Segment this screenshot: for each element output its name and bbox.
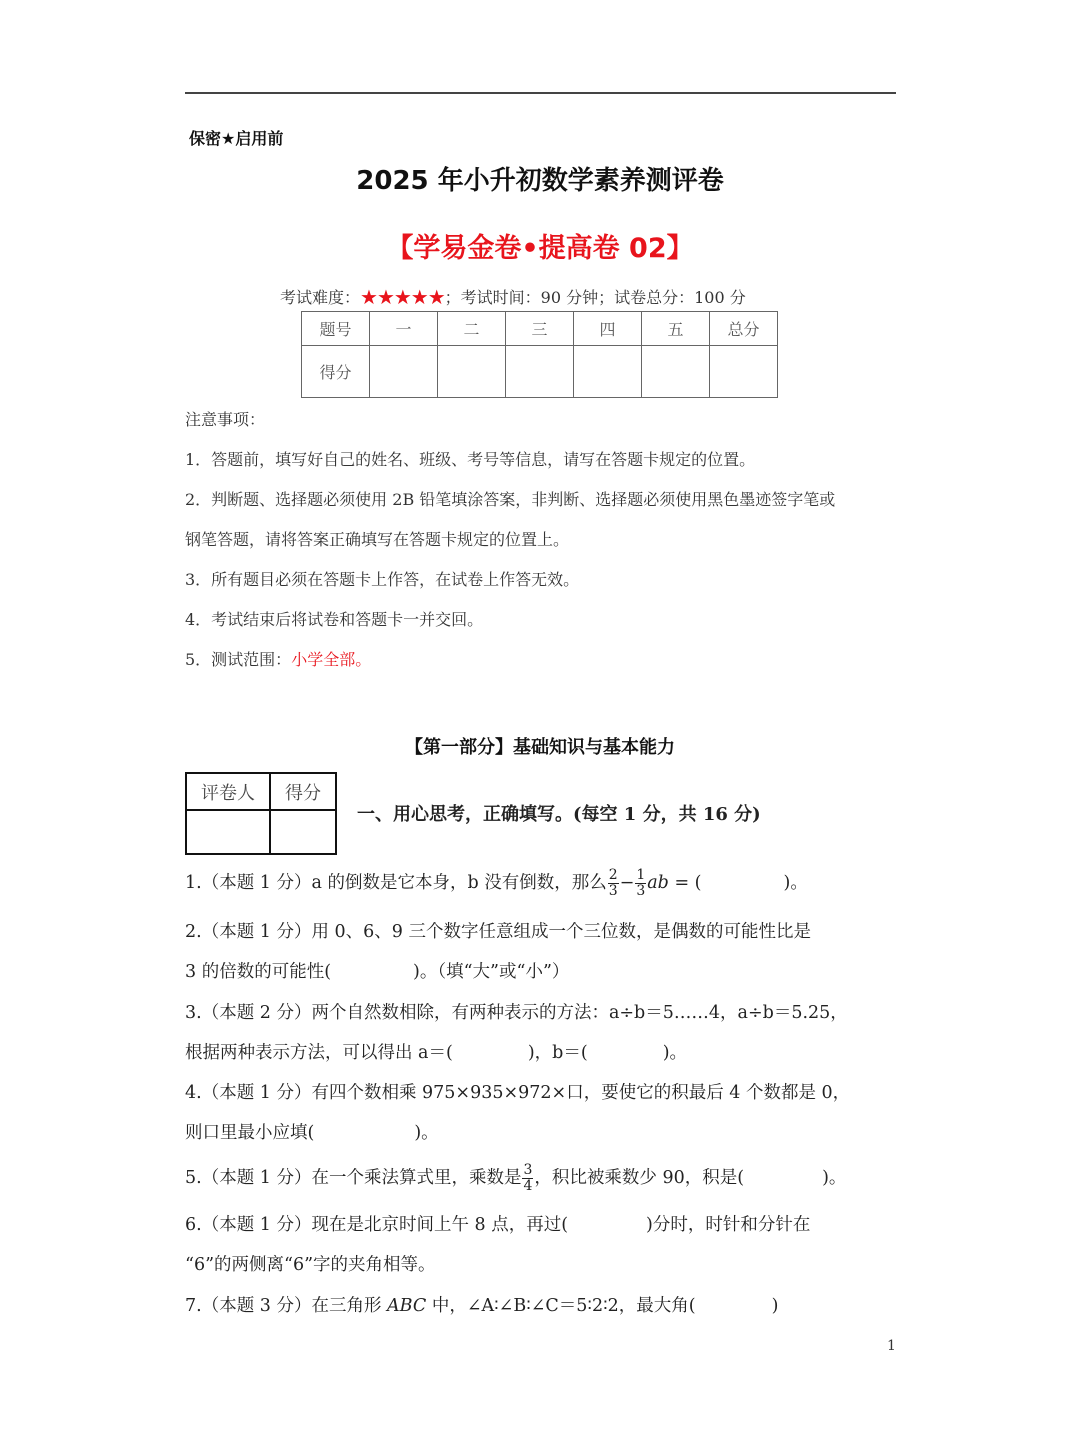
question-2: 2.（本题 1 分）用 0、6、9 三个数字任意组成一个三位数，是偶数的可能性比是 <box>185 922 811 942</box>
fraction-denominator: 4 <box>523 1178 533 1194</box>
score-table-header-row <box>302 312 778 346</box>
confidential-label: 保密★启用前 <box>189 129 284 148</box>
question-text: 中，∠A∶∠B∶∠C＝5∶2∶2，最大角( <box>426 1296 696 1316</box>
score-cell[interactable] <box>710 346 778 398</box>
note-item: 3．所有题目必须在答题卡上作答，在试卷上作答无效。 <box>185 570 580 589</box>
section-title: 一、用心思考，正确填写。(每空 1 分，共 16 分) <box>357 804 761 825</box>
question-text: 5.（本题 1 分）在一个乘法算式里，乘数是 <box>185 1168 522 1188</box>
question-7 <box>185 1292 778 1317</box>
question-4: 4.（本题 1 分）有四个数相乘 975×935×972×口，要使它的积最后 4 个数都是 0， <box>185 1083 851 1103</box>
notes-heading: 注意事项： <box>185 410 266 429</box>
grader-score-label: 得分 <box>270 773 336 810</box>
question-2-cont <box>185 958 569 983</box>
fraction <box>522 1163 533 1194</box>
question-text: 则口里最小应填( <box>185 1123 315 1143</box>
question-text: 1.（本题 1 分）a 的倒数是它本身，b 没有倒数，那么 <box>185 873 607 893</box>
question-text: )。 <box>783 873 808 893</box>
fraction-numerator: 1 <box>636 867 646 883</box>
triangle-name: ABC <box>387 1296 427 1316</box>
score-header-cell: 三 <box>506 312 574 346</box>
question-6-cont: “6”的两侧离“6”字的夹角相等。 <box>185 1255 436 1275</box>
question-text: ) <box>771 1296 779 1316</box>
score-cell[interactable] <box>438 346 506 398</box>
question-text: )。 <box>822 1168 847 1188</box>
score-cell[interactable] <box>574 346 642 398</box>
exam-info <box>280 285 746 309</box>
note-item: 4．考试结束后将试卷和答题卡一并交回。 <box>185 610 484 629</box>
score-table-score-row <box>302 346 778 398</box>
note-item: 1．答题前，填写好自己的姓名、班级、考号等信息，请写在答题卡规定的位置。 <box>185 450 756 469</box>
question-text: = ( <box>668 873 702 893</box>
grader-name-cell[interactable] <box>186 810 270 854</box>
exam-title: 2025 年小升初数学素养测评卷 <box>356 166 724 196</box>
score-cell[interactable] <box>642 346 710 398</box>
question-3-cont <box>185 1039 687 1064</box>
score-header-cell: 四 <box>574 312 642 346</box>
question-6 <box>185 1211 810 1236</box>
score-header-cell: 总分 <box>710 312 778 346</box>
question-text: )，b＝( <box>527 1043 588 1063</box>
question-4-cont <box>185 1119 439 1144</box>
star-icon: ★★★★★ <box>360 285 445 309</box>
question-text: 6.（本题 1 分）现在是北京时间上午 8 点，再过( <box>185 1215 569 1235</box>
minus-sign: − <box>619 873 635 893</box>
question-3: 3.（本题 2 分）两个自然数相除，有两种表示的方法：a÷b＝5……4，a÷b＝5.25， <box>185 1003 848 1023</box>
score-header-cell: 题号 <box>302 312 370 346</box>
score-cell[interactable] <box>370 346 438 398</box>
question-text: 3 的倍数的可能性( <box>185 962 332 982</box>
fraction <box>608 868 619 899</box>
question-text: 根据两种表示方法，可以得出 a＝( <box>185 1043 453 1063</box>
note-item: 钢笔答题，请将答案正确填写在答题卡规定的位置上。 <box>185 530 570 549</box>
note-scope-value: 小学全部。 <box>291 650 372 669</box>
question-text: 7.（本题 3 分）在三角形 <box>185 1296 388 1316</box>
question-text: )。 <box>414 1123 439 1143</box>
note-item: 2．判断题、选择题必须使用 2B 铅笔填涂答案，非判断、选择题必须使用黑色墨迹签字笔或 <box>185 490 836 509</box>
question-text: )。 <box>662 1043 688 1063</box>
question-text: )。（填“大”或“小”） <box>413 962 570 982</box>
grader-table <box>185 772 337 855</box>
fraction-denominator: 3 <box>636 883 646 899</box>
note-item <box>185 647 371 670</box>
fraction <box>635 868 646 899</box>
fraction-numerator: 3 <box>523 1162 533 1178</box>
question-text: ，积比被乘数少 90，积是( <box>534 1168 745 1188</box>
exam-subtitle: 【学易金卷•提高卷 02】 <box>386 233 694 264</box>
variable-ab: ab <box>647 873 669 893</box>
question-5 <box>185 1163 846 1194</box>
page-number: 1 <box>887 1338 896 1354</box>
score-header-cell: 二 <box>438 312 506 346</box>
question-1 <box>185 868 808 899</box>
score-cell[interactable] <box>506 346 574 398</box>
header-rule <box>185 92 896 94</box>
note-scope-label: 5．测试范围： <box>185 650 292 669</box>
score-row-label: 得分 <box>302 346 370 398</box>
question-text: )分时，时针和分针在 <box>646 1215 811 1235</box>
fraction-numerator: 2 <box>608 867 618 883</box>
score-header-cell: 五 <box>642 312 710 346</box>
fraction-denominator: 3 <box>608 883 618 899</box>
grader-score-cell[interactable] <box>270 810 336 854</box>
score-header-cell: 一 <box>370 312 438 346</box>
part-heading: 【第一部分】基础知识与基本能力 <box>405 737 675 758</box>
grader-label: 评卷人 <box>186 773 270 810</box>
difficulty-label: 考试难度： <box>280 288 361 307</box>
score-table <box>301 311 778 398</box>
exam-time-total: ；考试时间：90 分钟；试卷总分：100 分 <box>444 288 746 307</box>
